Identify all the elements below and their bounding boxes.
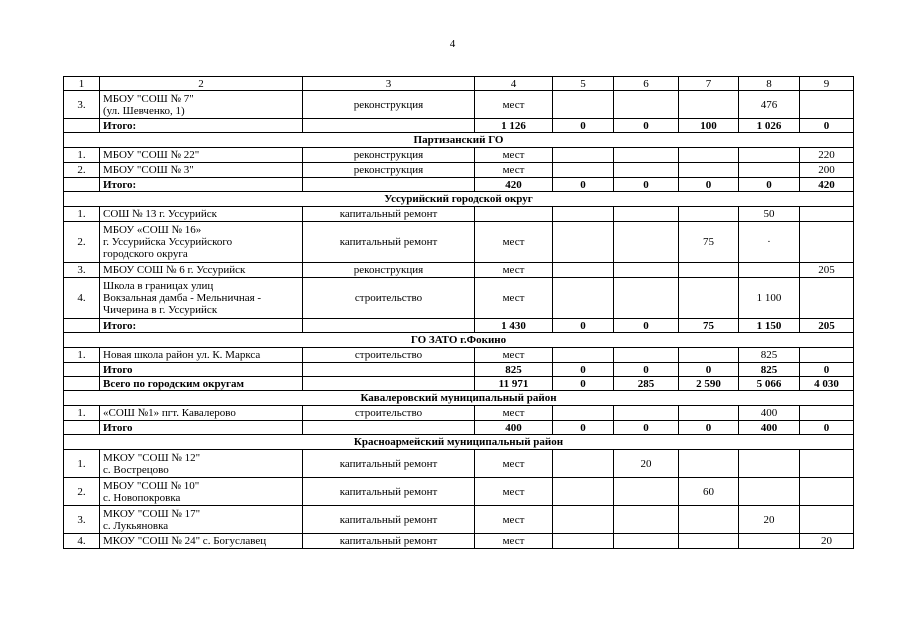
value-col-8-cell: 50 [739, 207, 800, 222]
value-col-5-cell [553, 91, 614, 119]
value-col-6-cell [614, 148, 679, 163]
table-row [64, 348, 854, 363]
value-col-7-cell [679, 450, 739, 478]
school-name-cell: МКОУ "СОШ № 12" с. Вострецово [100, 450, 303, 478]
value-col-8-cell: 20 [739, 506, 800, 534]
value-col-7-cell [679, 348, 739, 363]
value-col-5-cell [553, 207, 614, 222]
unit-cell: 825 [475, 363, 553, 377]
value-col-5-cell [553, 148, 614, 163]
table-row [64, 263, 854, 278]
row-number-cell [64, 178, 100, 192]
value-col-7-cell [679, 148, 739, 163]
value-col-8-cell [739, 450, 800, 478]
value-col-7-cell: 0 [679, 178, 739, 192]
table-row [64, 534, 854, 549]
section-header-row [64, 192, 854, 207]
value-col-6-cell [614, 506, 679, 534]
work-type-cell: строительство [303, 406, 475, 421]
row-number-cell: 2. [64, 222, 100, 263]
total-row [64, 319, 854, 333]
value-col-7-cell [679, 207, 739, 222]
work-type-cell: капитальный ремонт [303, 222, 475, 263]
work-type-cell: капитальный ремонт [303, 478, 475, 506]
table-row [64, 222, 854, 263]
unit-cell: 420 [475, 178, 553, 192]
value-col-5-cell [553, 278, 614, 319]
row-number-cell: 3. [64, 263, 100, 278]
unit-cell: мест [475, 278, 553, 319]
value-col-6-cell: 0 [614, 119, 679, 133]
column-header: 7 [679, 77, 739, 91]
value-col-9-cell [800, 478, 854, 506]
work-type-cell: реконструкция [303, 148, 475, 163]
total-row [64, 377, 854, 391]
table-row [64, 163, 854, 178]
value-col-5-cell [553, 478, 614, 506]
row-number-cell: 2. [64, 478, 100, 506]
section-title: ГО ЗАТО г.Фокино [64, 333, 854, 348]
work-type-cell [303, 421, 475, 435]
value-col-5-cell [553, 163, 614, 178]
value-col-8-cell [739, 263, 800, 278]
section-header-row [64, 133, 854, 148]
value-col-9-cell [800, 450, 854, 478]
value-col-7-cell: 60 [679, 478, 739, 506]
row-number-cell [64, 319, 100, 333]
unit-cell: 11 971 [475, 377, 553, 391]
value-col-7-cell [679, 278, 739, 319]
work-type-cell [303, 178, 475, 192]
school-name-cell: Школа в границах улиц Вокзальная дамба - Мельничная - Чичерина в г. Уссурийск [100, 278, 303, 319]
value-col-8-cell: · [739, 222, 800, 263]
value-col-9-cell: 420 [800, 178, 854, 192]
total-row [64, 119, 854, 133]
unit-cell: мест [475, 506, 553, 534]
value-col-7-cell: 100 [679, 119, 739, 133]
unit-cell: мест [475, 450, 553, 478]
row-number-cell: 2. [64, 163, 100, 178]
value-col-6-cell [614, 207, 679, 222]
column-header: 5 [553, 77, 614, 91]
row-number-cell: 1. [64, 348, 100, 363]
value-col-6-cell: 20 [614, 450, 679, 478]
row-number-cell: 1. [64, 450, 100, 478]
value-col-8-cell [739, 478, 800, 506]
row-number-cell [64, 377, 100, 391]
unit-cell: 1 126 [475, 119, 553, 133]
column-header: 9 [800, 77, 854, 91]
school-name-cell: МБОУ СОШ № 6 г. Уссурийск [100, 263, 303, 278]
section-title: Красноармейский муниципальный район [64, 435, 854, 450]
value-col-8-cell: 0 [739, 178, 800, 192]
row-number-cell: 3. [64, 91, 100, 119]
unit-cell: мест [475, 348, 553, 363]
school-name-cell: Новая школа район ул. К. Маркса [100, 348, 303, 363]
value-col-8-cell: 1 150 [739, 319, 800, 333]
value-col-7-cell [679, 534, 739, 549]
column-header: 2 [100, 77, 303, 91]
value-col-9-cell [800, 348, 854, 363]
work-type-cell: реконструкция [303, 263, 475, 278]
value-col-5-cell: 0 [553, 319, 614, 333]
value-col-8-cell: 825 [739, 348, 800, 363]
value-col-5-cell [553, 222, 614, 263]
value-col-5-cell: 0 [553, 178, 614, 192]
unit-cell: мест [475, 91, 553, 119]
unit-cell: мест [475, 478, 553, 506]
school-name-cell: Итого [100, 363, 303, 377]
value-col-6-cell [614, 348, 679, 363]
school-name-cell: «СОШ №1» пгт. Кавалерово [100, 406, 303, 421]
value-col-6-cell [614, 91, 679, 119]
table-row [64, 450, 854, 478]
row-number-cell [64, 119, 100, 133]
value-col-6-cell: 0 [614, 178, 679, 192]
work-type-cell [303, 119, 475, 133]
schools-table [63, 76, 854, 549]
school-name-cell: Итого: [100, 319, 303, 333]
value-col-9-cell [800, 506, 854, 534]
value-col-6-cell [614, 406, 679, 421]
value-col-9-cell [800, 278, 854, 319]
column-header: 3 [303, 77, 475, 91]
table-row [64, 278, 854, 319]
school-name-cell: МБОУ «СОШ № 16» г. Уссурийска Уссурийского городского округа [100, 222, 303, 263]
column-header: 4 [475, 77, 553, 91]
value-col-9-cell: 20 [800, 534, 854, 549]
value-col-6-cell: 0 [614, 319, 679, 333]
value-col-8-cell: 5 066 [739, 377, 800, 391]
value-col-5-cell [553, 406, 614, 421]
value-col-6-cell [614, 222, 679, 263]
value-col-8-cell: 1 100 [739, 278, 800, 319]
value-col-6-cell [614, 278, 679, 319]
value-col-9-cell: 205 [800, 319, 854, 333]
school-name-cell: Итого: [100, 178, 303, 192]
value-col-9-cell [800, 91, 854, 119]
row-number-cell [64, 363, 100, 377]
value-col-9-cell [800, 406, 854, 421]
column-header: 8 [739, 77, 800, 91]
section-title: Партизанский ГО [64, 133, 854, 148]
school-name-cell: МБОУ "СОШ № 3" [100, 163, 303, 178]
value-col-7-cell: 0 [679, 421, 739, 435]
total-row [64, 363, 854, 377]
column-number-header-row [64, 77, 854, 91]
value-col-9-cell: 200 [800, 163, 854, 178]
value-col-9-cell: 0 [800, 119, 854, 133]
school-name-cell: Итого [100, 421, 303, 435]
value-col-8-cell: 1 026 [739, 119, 800, 133]
value-col-7-cell: 0 [679, 363, 739, 377]
value-col-8-cell: 476 [739, 91, 800, 119]
unit-cell: мест [475, 534, 553, 549]
row-number-cell: 3. [64, 506, 100, 534]
value-col-7-cell [679, 91, 739, 119]
total-row [64, 421, 854, 435]
table-row [64, 506, 854, 534]
value-col-5-cell: 0 [553, 421, 614, 435]
value-col-7-cell [679, 163, 739, 178]
row-number-cell: 1. [64, 148, 100, 163]
section-header-row [64, 333, 854, 348]
row-number-cell: 1. [64, 406, 100, 421]
value-col-5-cell: 0 [553, 363, 614, 377]
school-name-cell: МБОУ "СОШ № 10" с. Новопокровка [100, 478, 303, 506]
unit-cell [475, 207, 553, 222]
section-title: Уссурийский городской округ [64, 192, 854, 207]
value-col-5-cell [553, 263, 614, 278]
unit-cell: мест [475, 263, 553, 278]
unit-cell: мест [475, 406, 553, 421]
value-col-6-cell: 0 [614, 363, 679, 377]
column-header: 1 [64, 77, 100, 91]
work-type-cell: реконструкция [303, 163, 475, 178]
work-type-cell: капитальный ремонт [303, 450, 475, 478]
value-col-8-cell [739, 163, 800, 178]
value-col-5-cell [553, 450, 614, 478]
table-row [64, 406, 854, 421]
school-name-cell: Всего по городским округам [100, 377, 303, 391]
work-type-cell: реконструкция [303, 91, 475, 119]
value-col-7-cell [679, 263, 739, 278]
school-name-cell: Итого: [100, 119, 303, 133]
school-name-cell: МКОУ "СОШ № 17" с. Лукьяновка [100, 506, 303, 534]
value-col-5-cell [553, 348, 614, 363]
value-col-5-cell [553, 534, 614, 549]
value-col-6-cell: 0 [614, 421, 679, 435]
value-col-8-cell [739, 534, 800, 549]
work-type-cell: капитальный ремонт [303, 534, 475, 549]
school-name-cell: СОШ № 13 г. Уссурийск [100, 207, 303, 222]
value-col-8-cell [739, 148, 800, 163]
value-col-7-cell: 75 [679, 319, 739, 333]
unit-cell: мест [475, 163, 553, 178]
value-col-6-cell [614, 263, 679, 278]
value-col-7-cell: 75 [679, 222, 739, 263]
value-col-9-cell: 220 [800, 148, 854, 163]
work-type-cell: капитальный ремонт [303, 207, 475, 222]
section-header-row [64, 391, 854, 406]
value-col-5-cell [553, 506, 614, 534]
value-col-5-cell: 0 [553, 119, 614, 133]
page-number: 4 [449, 38, 456, 50]
column-header: 6 [614, 77, 679, 91]
value-col-9-cell: 205 [800, 263, 854, 278]
school-name-cell: МБОУ "СОШ № 22" [100, 148, 303, 163]
work-type-cell: строительство [303, 348, 475, 363]
table-row [64, 207, 854, 222]
school-name-cell: МБОУ "СОШ № 7" (ул. Шевченко, 1) [100, 91, 303, 119]
value-col-7-cell [679, 406, 739, 421]
unit-cell: 400 [475, 421, 553, 435]
value-col-9-cell: 4 030 [800, 377, 854, 391]
row-number-cell: 4. [64, 278, 100, 319]
value-col-6-cell [614, 478, 679, 506]
value-col-8-cell: 400 [739, 421, 800, 435]
work-type-cell [303, 377, 475, 391]
work-type-cell [303, 319, 475, 333]
value-col-9-cell [800, 222, 854, 263]
unit-cell: мест [475, 148, 553, 163]
row-number-cell [64, 421, 100, 435]
school-name-cell: МКОУ "СОШ № 24" с. Богуславец [100, 534, 303, 549]
value-col-8-cell: 825 [739, 363, 800, 377]
unit-cell: мест [475, 222, 553, 263]
value-col-9-cell: 0 [800, 363, 854, 377]
value-col-5-cell: 0 [553, 377, 614, 391]
value-col-8-cell: 400 [739, 406, 800, 421]
total-row [64, 178, 854, 192]
value-col-7-cell [679, 506, 739, 534]
unit-cell: 1 430 [475, 319, 553, 333]
value-col-9-cell [800, 207, 854, 222]
table-row [64, 148, 854, 163]
table-row [64, 478, 854, 506]
table-row [64, 91, 854, 119]
work-type-cell: капитальный ремонт [303, 506, 475, 534]
value-col-9-cell: 0 [800, 421, 854, 435]
row-number-cell: 4. [64, 534, 100, 549]
value-col-6-cell [614, 534, 679, 549]
value-col-6-cell [614, 163, 679, 178]
work-type-cell [303, 363, 475, 377]
row-number-cell: 1. [64, 207, 100, 222]
section-header-row [64, 435, 854, 450]
work-type-cell: строительство [303, 278, 475, 319]
section-title: Кавалеровский муниципальный район [64, 391, 854, 406]
value-col-6-cell: 285 [614, 377, 679, 391]
value-col-7-cell: 2 590 [679, 377, 739, 391]
